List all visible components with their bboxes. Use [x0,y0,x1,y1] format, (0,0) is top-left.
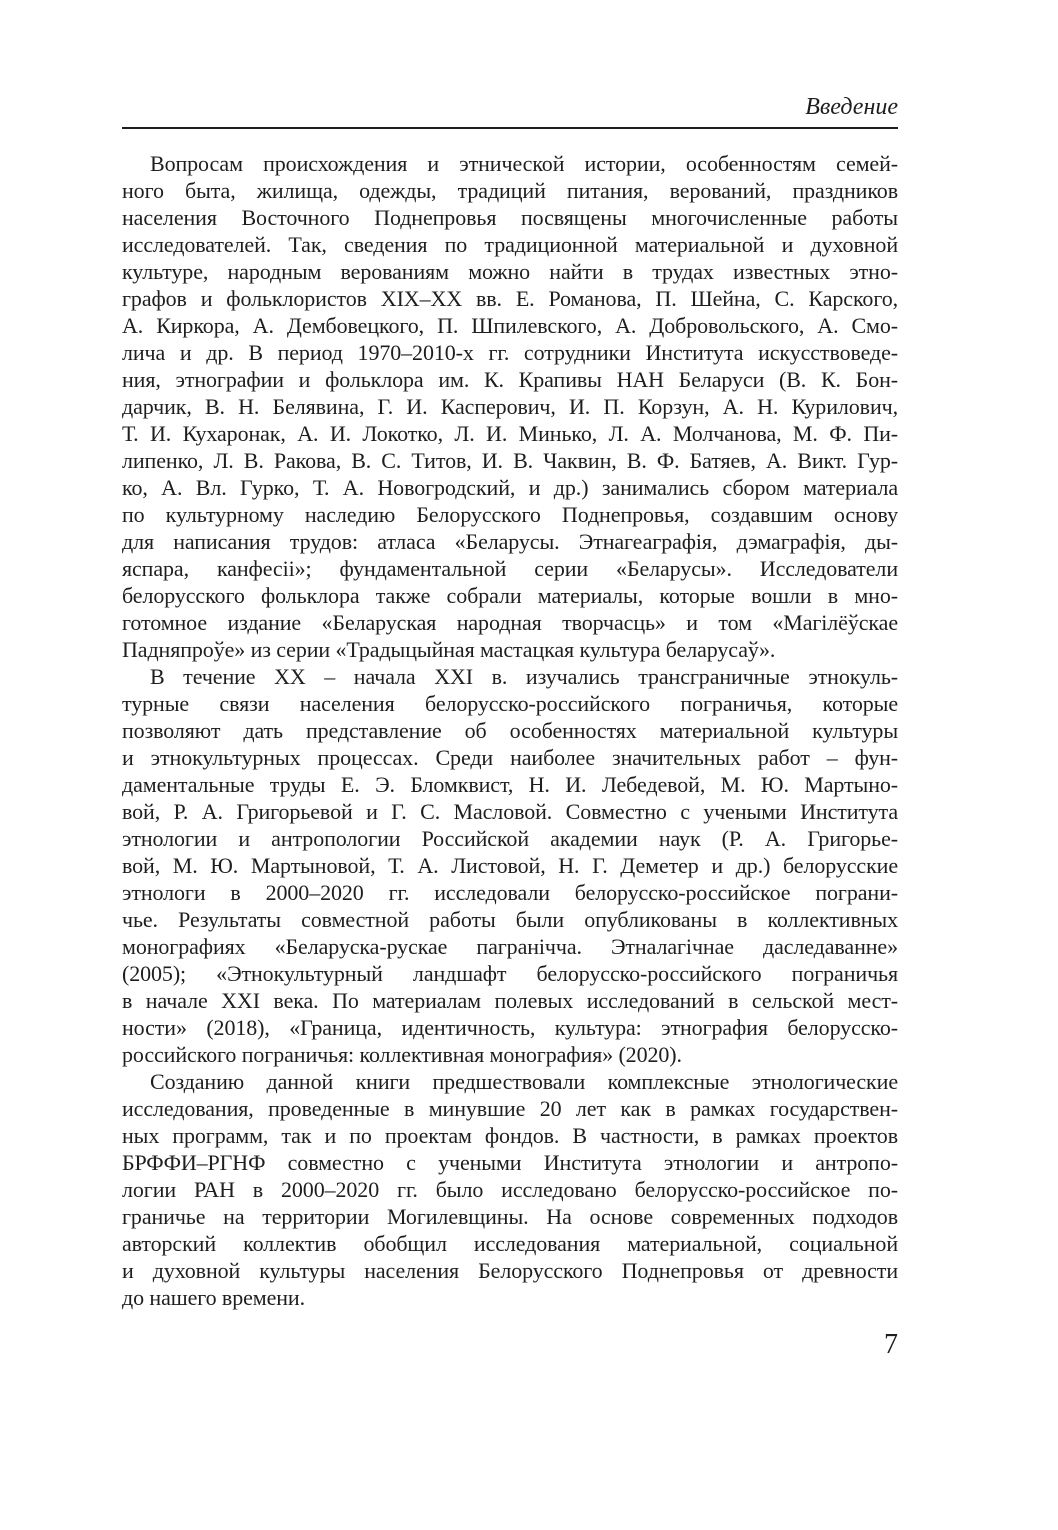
text-line: авторский коллектив обобщил исследования материальной, социальной [122,1231,898,1256]
paragraph [122,663,898,1068]
text-line: белорусского фольклора также собрали материалы, которые вошли в мно- [122,583,898,608]
text-line: лича и др. В период 1970–2010-х гг. сотрудники Института искусствоведе- [122,340,898,365]
text-line: и этнокультурных процессах. Среди наиболее значительных работ – фун- [122,745,898,770]
text-line: населения Восточного Поднепровья посвящены многочисленные работы [122,205,898,230]
text-line: культуре, народным верованиям можно найти в трудах известных этно- [122,259,898,284]
text-line: чье. Результаты совместной работы были опубликованы в коллективных [122,907,898,932]
text-line: ния, этнографии и фольклора им. К. Крапивы НАН Беларуси (В. К. Бон- [122,367,898,392]
text-line: монографиях «Беларуска-рускае пагранічча. Этналагічнае даследаванне» [122,934,898,959]
text-line: российского пограничья: коллективная монография» (2020). [122,1042,682,1067]
running-head [122,94,898,120]
text-line: Т. И. Кухаронак, А. И. Локотко, Л. И. Минько, Л. А. Молчанова, М. Ф. Пи- [122,421,898,446]
running-head-title: Введение [805,94,898,120]
text-line: В течение XX – начала XXI в. изучались трансграничные этнокуль- [150,664,898,689]
text-line: исследования, проведенные в минувшие 20 лет как в рамках государствен- [122,1096,898,1121]
text-line: по культурному наследию Белорусского Поднепровья, создавшим основу [122,502,898,527]
text-line: этнологи в 2000–2020 гг. исследовали белорусско-российское пограни- [122,880,898,905]
text-line: логии РАН в 2000–2020 гг. было исследовано белорусско-российское по- [122,1177,898,1202]
text-line: для написания трудов: атласа «Беларусы. Этнагеаграфія, дэмаграфія, ды- [122,529,898,554]
text-line: графов и фольклористов XIX–XX вв. Е. Романова, П. Шейна, С. Карского, [122,286,898,311]
text-line: БРФФИ–РГНФ совместно с учеными Института этнологии и антропо- [122,1150,898,1175]
text-line: исследователей. Так, сведения по традиционной материальной и духовной [122,232,898,257]
text-line: готомное издание «Беларуская народная творчасць» и том «Магілёўскае [122,610,898,635]
text-line: до нашего времени. [122,1285,305,1310]
text-line: яспара, канфесіі»; фундаментальной серии «Беларусы». Исследователи [122,556,898,581]
text-line: вой, Р. А. Григорьевой и Г. С. Масловой. Совместно с учеными Института [122,799,898,824]
paragraph [122,150,898,663]
text-line: (2005); «Этнокультурный ландшафт белорусско-российского пограничья [122,961,898,986]
text-line: турные связи населения белорусско-российского пограничья, которые [122,691,898,716]
text-line: этнологии и антропологии Российской академии наук (Р. А. Григорье- [122,826,898,851]
text-line: позволяют дать представление об особенностях материальной культуры [122,718,898,743]
text-line: Созданию данной книги предшествовали комплексные этнологические [150,1069,898,1094]
text-line: граничье на территории Могилевщины. На основе современных подходов [122,1204,898,1229]
text-line: ного быта, жилища, одежды, традиций питания, верований, праздников [122,178,898,203]
text-line: ко, А. Вл. Гурко, Т. А. Новогродский, и др.) занимались сбором материала [122,475,898,500]
header-rule [122,127,898,129]
text-line: А. Киркора, А. Дембовецкого, П. Шпилевского, А. Добровольского, А. Смо- [122,313,898,338]
text-line: и духовной культуры населения Белорусского Поднепровья от древности [122,1258,898,1283]
text-line: вой, М. Ю. Мартыновой, Т. А. Листовой, Н. Г. Деметер и др.) белорусские [122,853,898,878]
text-line: Падняпроўе» из серии «Традыцыйная мастацкая культура беларусаў». [122,637,776,662]
paragraph [122,1068,898,1311]
text-line: ности» (2018), «Граница, идентичность, культура: этнография белорусско- [122,1015,898,1040]
text-line: в начале XXI века. По материалам полевых исследований в сельской мест- [122,988,898,1013]
text-line: дарчик, В. Н. Белявина, Г. И. Касперович, И. П. Корзун, А. Н. Курилович, [122,394,898,419]
text-line: даментальные труды Е. Э. Бломквист, Н. И. Лебедевой, М. Ю. Мартыно- [122,772,898,797]
text-line: Вопросам происхождения и этнической истории, особенностям семей- [150,151,898,176]
text-line: ных программ, так и по проектам фондов. В частности, в рамках проектов [122,1123,898,1148]
page-number: 7 [884,1329,898,1360]
page-footer [122,1330,898,1360]
text-line: липенко, Л. В. Ракова, В. С. Титов, И. В. Чаквин, В. Ф. Батяев, А. Викт. Гур- [122,448,898,473]
page-body [122,150,898,1311]
